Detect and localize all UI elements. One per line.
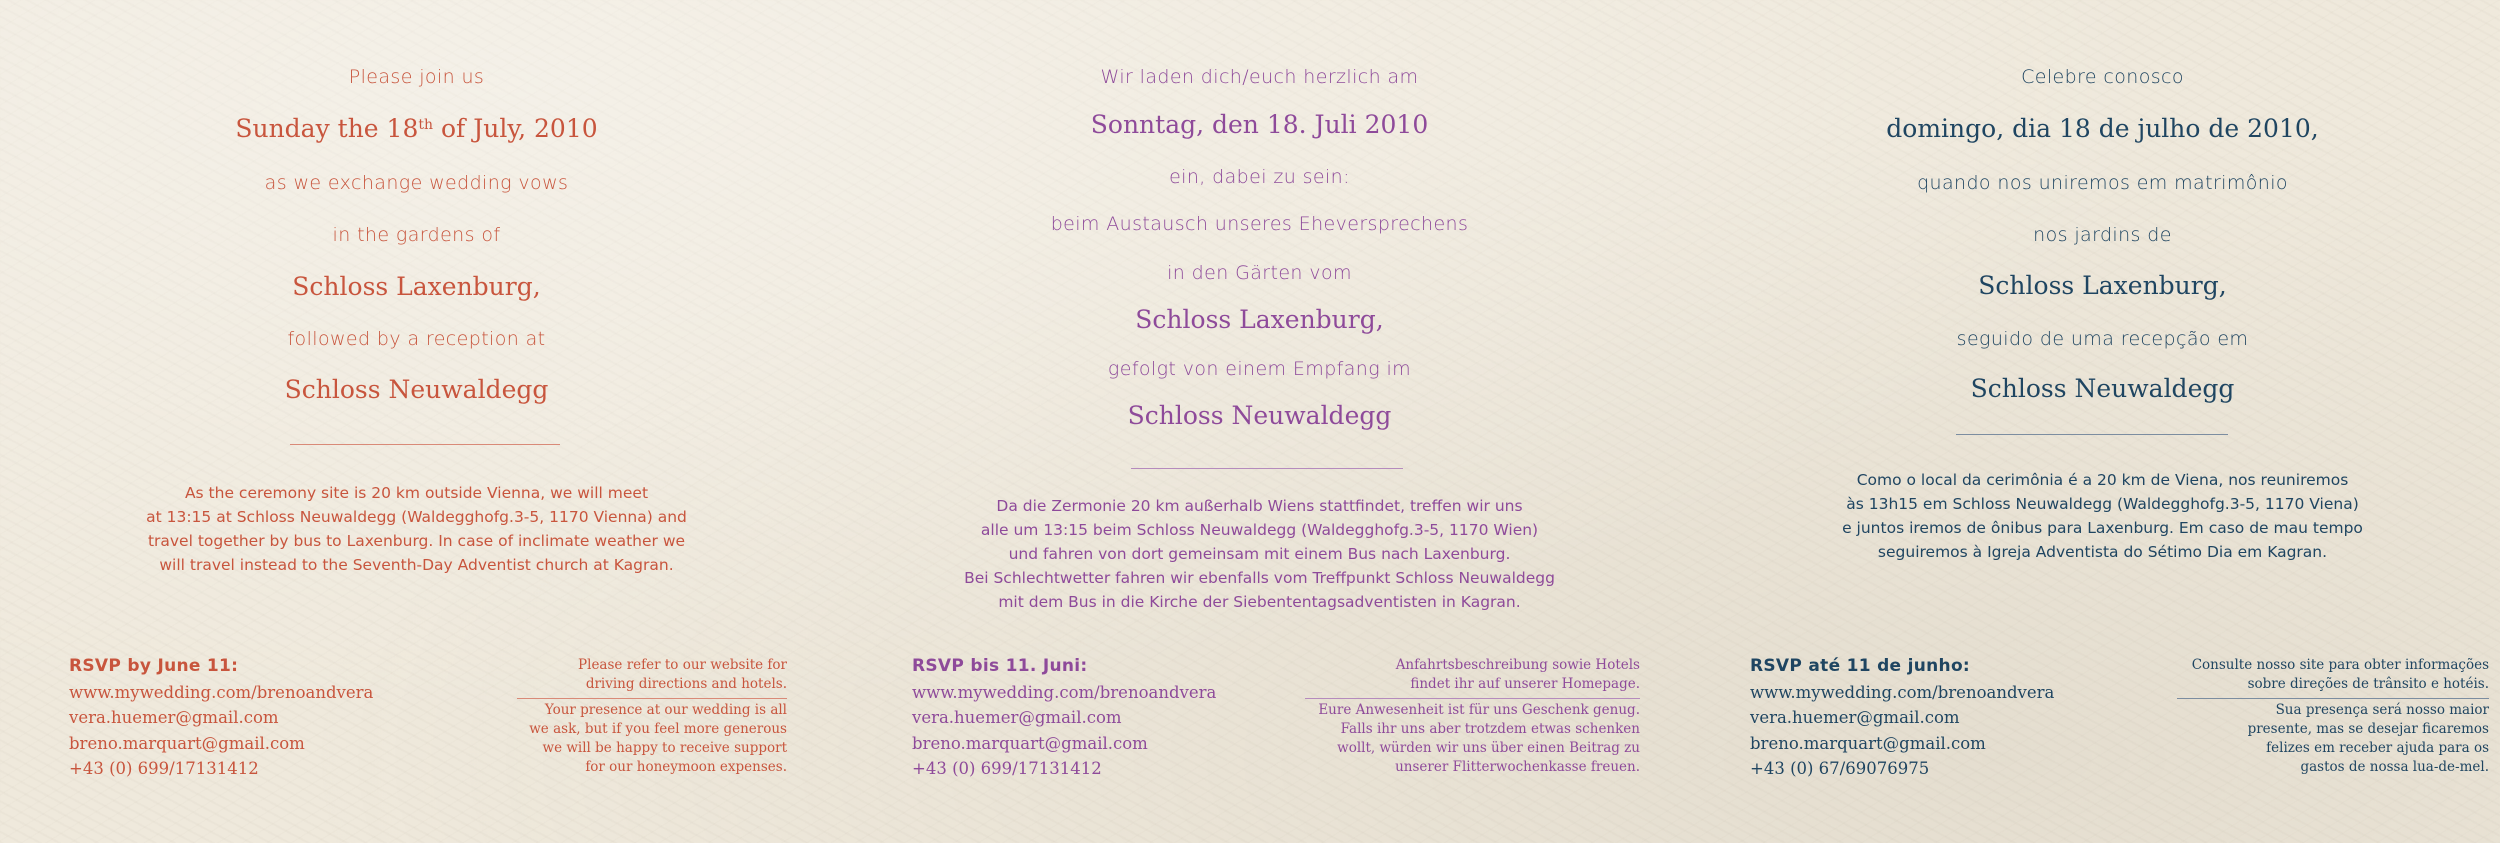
rsvp-block xyxy=(69,654,373,782)
reception-line: followed by a reception at xyxy=(287,328,546,350)
vows-line: quando nos uniremos em matrimônio xyxy=(1917,172,2288,194)
email-link[interactable]: vera.huemer@gmail.com xyxy=(69,708,279,727)
wedding-date: Sonntag, den 18. Juli 2010 xyxy=(1090,110,1429,139)
side-note: Anfahrtsbeschreibung sowie Hotels findet ihr auf unserer Homepage. Eure Anwesenheit ist für uns Geschenk genug. Falls ihr uns aber trotzdem etwas schenken wollt, würden wir uns über einen Beitrag zu unserer Flitterwochenkasse freuen. xyxy=(1305,656,1640,777)
note-divider xyxy=(2177,698,2489,699)
invitation-panel-portuguese xyxy=(1686,0,2500,843)
wedding-date: Sunday the 18th of July, 2010 xyxy=(235,114,598,143)
note-divider xyxy=(1305,698,1640,699)
website-link[interactable]: www.mywedding.com/brenoandvera xyxy=(69,682,374,702)
reception-venue: Schloss Neuwaldegg xyxy=(1127,401,1392,430)
rsvp-heading: RSVP by June 11: xyxy=(69,656,239,676)
travel-info: Como o local da cerimônia é a 20 km de Viena, nos reuniremos às 13h15 em Schloss Neuwaldegg (Waldegghofg.3-5, 1170 Viena) e juntos iremos de ônibus para Laxenburg. Em caso de mau tempo seguiremos à Igreja Adventista do Sétimo Dia em Kagran. xyxy=(1842,471,2363,561)
invitation-panel-english xyxy=(0,0,833,843)
invite-intro: Wir laden dich/euch herzlich am xyxy=(1100,66,1419,88)
email-link[interactable]: vera.huemer@gmail.com xyxy=(1750,708,1960,727)
side-note: Consulte nosso site para obter informações sobre direções de trânsito e hotéis. Sua presença será nosso maior presente, mas se desejar ficaremos felizes em receber ajuda para os gastos de nossa lua-de-mel. xyxy=(2177,656,2489,777)
travel-info: Da die Zermonie 20 km außerhalb Wiens stattfindet, treffen wir uns alle um 13:15 beim Schloss Neuwaldegg (Waldegghofg.3-5, 1170 Wien) und fahren von dort gemeinsam mit einem Bus nach Laxenburg. Bei Schlechtwetter fahren wir ebenfalls vom Treffpunkt Schloss Neuwaldegg mit dem Bus in die Kirche der Siebententagsadventisten in Kagran. xyxy=(964,497,1555,611)
reception-venue: Schloss Neuwaldegg xyxy=(284,375,549,404)
website-link[interactable]: www.mywedding.com/brenoandvera xyxy=(1750,682,2055,702)
gardens-line: nos jardins de xyxy=(2033,224,2172,246)
invitation-panel-german xyxy=(843,0,1676,843)
reception-venue: Schloss Neuwaldegg xyxy=(1970,374,2235,403)
vows-line: as we exchange wedding vows xyxy=(264,172,569,194)
ceremony-venue: Schloss Laxenburg, xyxy=(1978,271,2227,300)
divider xyxy=(1956,434,2228,435)
email-link[interactable]: breno.marquart@gmail.com xyxy=(912,733,1148,753)
wedding-date: domingo, dia 18 de julho de 2010, xyxy=(1886,114,2319,143)
ceremony-venue: Schloss Laxenburg, xyxy=(1135,305,1384,334)
phone-number: +43 (0) 699/17131412 xyxy=(69,759,259,778)
side-note: Please refer to our website for driving directions and hotels. Your presence at our wedding is all we ask, but if you feel more generous we will be happy to receive support for our honeymoon expenses. xyxy=(517,656,787,777)
dabei-line: ein, dabei zu sein: xyxy=(1169,166,1350,188)
email-link[interactable]: vera.huemer@gmail.com xyxy=(912,708,1122,727)
divider xyxy=(290,444,560,445)
invite-intro: Celebre conosco xyxy=(2021,66,2184,88)
divider xyxy=(1131,468,1403,469)
phone-number: +43 (0) 699/17131412 xyxy=(912,759,1102,778)
invite-intro: Please join us xyxy=(348,66,485,88)
gardens-line: in den Gärten vom xyxy=(1167,262,1352,284)
email-link[interactable]: breno.marquart@gmail.com xyxy=(69,733,305,753)
gardens-line: in the gardens of xyxy=(332,224,501,246)
website-link[interactable]: www.mywedding.com/brenoandvera xyxy=(912,682,1217,702)
email-link[interactable]: breno.marquart@gmail.com xyxy=(1750,733,1986,753)
rsvp-block xyxy=(1750,654,2054,782)
ceremony-venue: Schloss Laxenburg, xyxy=(292,272,541,301)
rsvp-heading: RSVP até 11 de junho: xyxy=(1750,656,1971,676)
reception-line: seguido de uma recepção em xyxy=(1956,328,2249,350)
vows-line: beim Austausch unseres Eheversprechens xyxy=(1050,213,1469,235)
note-divider xyxy=(517,698,787,699)
rsvp-heading: RSVP bis 11. Juni: xyxy=(912,656,1088,676)
travel-info: As the ceremony site is 20 km outside Vienna, we will meet at 13:15 at Schloss Neuwaldegg (Waldegghofg.3-5, 1170 Vienna) and travel together by bus to Laxenburg. In case of inclimate weather we will travel instead to the Seventh-Day Adventist church at Kagran. xyxy=(146,484,687,574)
phone-number: +43 (0) 67/69076975 xyxy=(1750,759,1930,778)
reception-line: gefolgt von einem Empfang im xyxy=(1107,358,1412,380)
rsvp-block xyxy=(912,654,1216,782)
